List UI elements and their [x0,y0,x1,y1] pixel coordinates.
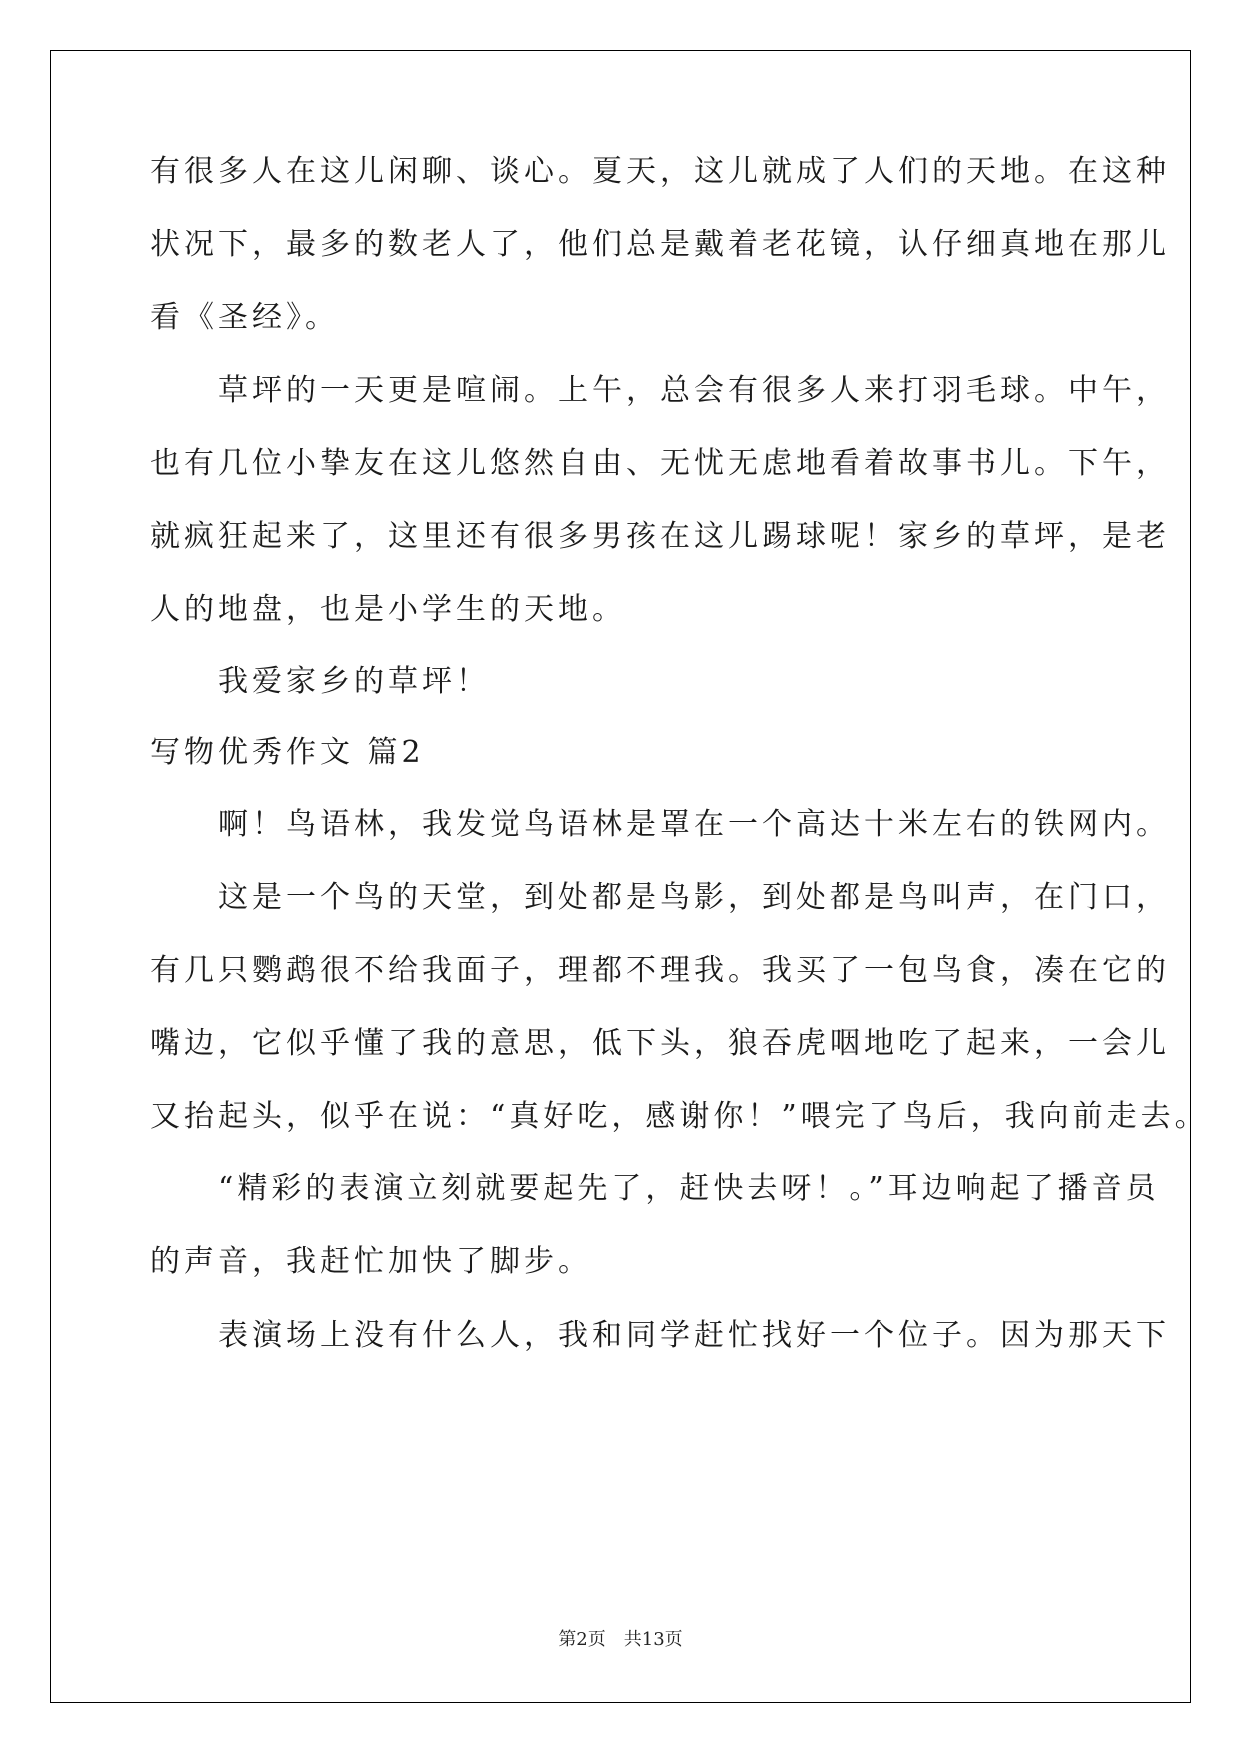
body-text-line: 也有几位小挚友在这儿悠然自由、无忧无虑地看着故事书儿。下午， [150,446,1170,481]
page-number-footer: 第2页 共13页 [558,1629,683,1650]
section-heading: 写物优秀作文 篇2 [150,735,425,770]
body-text-line: 草坪的一天更是喧闹。上午，总会有很多人来打羽毛球。中午， [150,373,1170,408]
body-text-line: 有很多人在这儿闲聊、谈心。夏天，这儿就成了人们的天地。在这种 [150,154,1170,189]
body-text-line: 嘴边，它似乎懂了我的意思，低下头，狼吞虎咽地吃了起来，一会儿 [150,1026,1170,1061]
body-text-line: 我爱家乡的草坪！ [150,664,490,699]
body-text-line: 这是一个鸟的天堂，到处都是鸟影，到处都是鸟叫声，在门口， [150,880,1170,915]
body-text-line: 看《圣经》。 [150,300,339,335]
body-text-line: 的声音，我赶忙加快了脚步。 [150,1244,592,1279]
body-text-line: 表演场上没有什么人，我和同学赶忙找好一个位子。因为那天下 [150,1318,1170,1353]
body-text-line: 啊！鸟语林，我发觉鸟语林是罩在一个高达十米左右的铁网内。 [150,807,1170,842]
body-text-line: “精彩的表演立刻就要起先了，赶快去呀！。”耳边响起了播音员 [150,1171,1160,1206]
body-text-line: 就疯狂起来了，这里还有很多男孩在这儿踢球呢！家乡的草坪，是老 [150,519,1170,554]
body-text-line: 状况下，最多的数老人了，他们总是戴着老花镜，认仔细真地在那儿 [150,227,1170,262]
body-text-line: 有几只鹦鹉很不给我面子，理都不理我。我买了一包鸟食，凑在它的 [150,953,1170,988]
body-text-line: 人的地盘，也是小学生的天地。 [150,592,626,627]
body-text-line: 又抬起头，似乎在说：“真好吃，感谢你！”喂完了鸟后，我向前走去。 [150,1099,1209,1134]
